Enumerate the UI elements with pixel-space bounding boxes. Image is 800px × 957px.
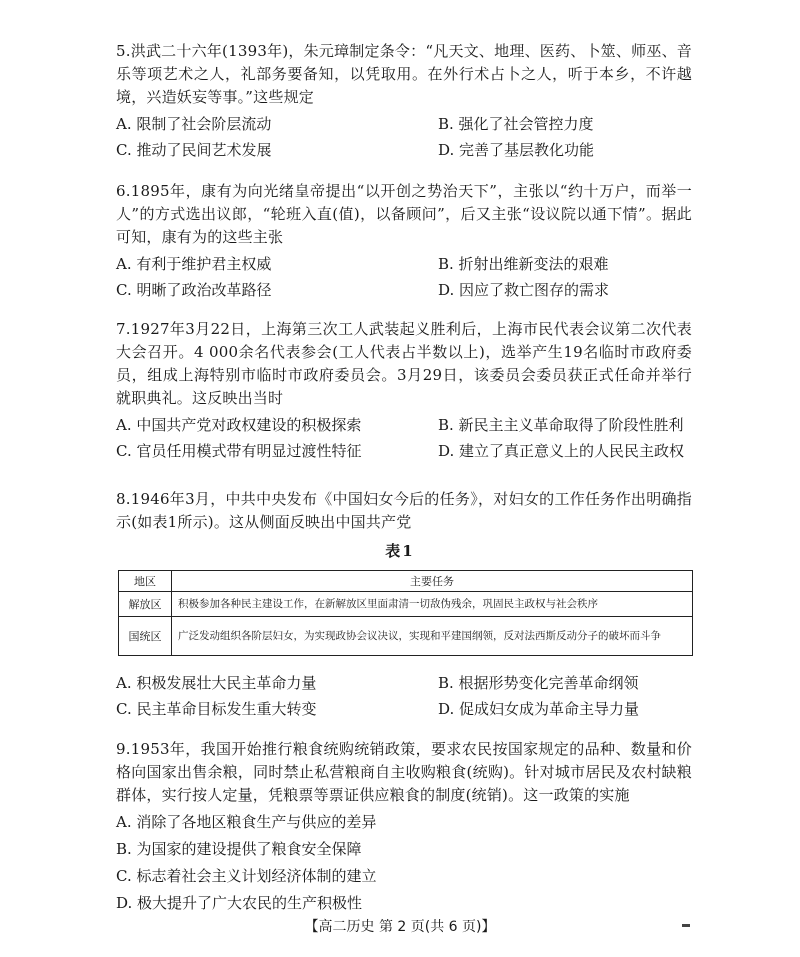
table-title: 表1 bbox=[385, 542, 415, 560]
option-d[interactable]: D. 极大提升了广大农民的生产积极性 bbox=[116, 894, 363, 912]
options bbox=[116, 414, 692, 466]
scan-mark bbox=[682, 924, 690, 927]
question-8-options bbox=[116, 672, 692, 724]
option-d[interactable]: D. 完善了基层教化功能 bbox=[438, 141, 595, 159]
question-stem: 1953年，我国开始推行粮食统购统销政策，要求农民按国家规定的品种、数量和价格向国家出售余粮，同时禁止私营粮商自主收购粮食(统购)。针对城市居民及农村缺粮群体，实行按人定量，凭粮票等票证供应粮食的制度(统销)。这一政策的实施 bbox=[116, 740, 692, 804]
table-cell: 解放区 bbox=[119, 592, 172, 617]
option-d[interactable]: D. 因应了救亡图存的需求 bbox=[438, 281, 610, 299]
question-stem: 洪武二十六年(1393年)，朱元璋制定条令：“凡天文、地理、医药、卜筮、师巫、音乐等项艺术之人，礼部务要备知，以凭取用。在外行术占卜之人，听于本乡，不许越境，兴造妖妄等事。”这些规定 bbox=[116, 42, 692, 106]
question-stem: 1895年，康有为向光绪皇帝提出“以开创之势治天下”，主张以“约十万户，而举一人”的方式选出议郎，“轮班入直(值)，以备顾问”，后又主张“设议院以通下情”。据此可知，康有为的这些主张 bbox=[116, 182, 692, 246]
option-a[interactable]: A. 积极发展壮大民主革命力量 bbox=[116, 674, 317, 692]
option-a[interactable]: A. 中国共产党对政权建设的积极探索 bbox=[116, 416, 362, 434]
table-header: 主要任务 bbox=[172, 571, 693, 592]
option-b[interactable]: B. 折射出维新变法的艰难 bbox=[438, 255, 609, 273]
table-cell: 积极参加各种民主建设工作，在新解放区里面肃清一切敌伪残余，巩固民主政权与社会秩序 bbox=[172, 592, 693, 617]
options bbox=[116, 253, 692, 305]
question-5 bbox=[116, 40, 692, 165]
options bbox=[116, 672, 692, 724]
option-a[interactable]: A. 消除了各地区粮食生产与供应的差异 bbox=[116, 813, 377, 831]
question-9 bbox=[116, 738, 692, 915]
option-b[interactable]: B. 为国家的建设提供了粮食安全保障 bbox=[116, 840, 362, 858]
table-header: 地区 bbox=[119, 571, 172, 592]
option-c[interactable]: C. 官员任用模式带有明显过渡性特征 bbox=[116, 442, 362, 460]
options bbox=[116, 811, 692, 915]
question-number: 9. bbox=[116, 740, 131, 758]
question-7 bbox=[116, 318, 692, 466]
question-number: 5. bbox=[116, 42, 131, 60]
table-row bbox=[119, 592, 693, 617]
table-cell: 国统区 bbox=[119, 617, 172, 656]
table-cell: 广泛发动组织各阶层妇女，为实现政协会议决议，实现和平建国纲领，反对法西斯反动分子的破坏而斗争 bbox=[172, 617, 693, 656]
question-8 bbox=[116, 488, 692, 534]
question-number: 7. bbox=[116, 320, 131, 338]
question-number: 8. bbox=[116, 490, 131, 508]
task-table bbox=[118, 570, 693, 656]
option-d[interactable]: D. 促成妇女成为革命主导力量 bbox=[438, 700, 640, 718]
table-header-row bbox=[119, 571, 693, 592]
options bbox=[116, 113, 692, 165]
table-row bbox=[119, 617, 693, 656]
question-number: 6. bbox=[116, 182, 131, 200]
option-b[interactable]: B. 新民主主义革命取得了阶段性胜利 bbox=[438, 416, 684, 434]
page-footer: 【高二历史 第 2 页(共 6 页)】 bbox=[304, 919, 496, 935]
option-c[interactable]: C. 标志着社会主义计划经济体制的建立 bbox=[116, 867, 377, 885]
question-stem: 1946年3月，中共中央发布《中国妇女今后的任务》，对妇女的工作任务作出明确指示(如表1所示)。这从侧面反映出中国共产党 bbox=[116, 490, 692, 531]
option-b[interactable]: B. 强化了社会管控力度 bbox=[438, 115, 594, 133]
option-b[interactable]: B. 根据形势变化完善革命纲领 bbox=[438, 674, 639, 692]
option-c[interactable]: C. 明晰了政治改革路径 bbox=[116, 281, 272, 299]
question-6 bbox=[116, 180, 692, 305]
option-a[interactable]: A. 有利于维护君主权威 bbox=[116, 255, 272, 273]
option-c[interactable]: C. 民主革命目标发生重大转变 bbox=[116, 700, 317, 718]
option-c[interactable]: C. 推动了民间艺术发展 bbox=[116, 141, 272, 159]
question-stem: 1927年3月22日，上海第三次工人武装起义胜利后，上海市民代表会议第二次代表大会召开。4 000余名代表参会(工人代表占半数以上)，选举产生19名临时市政府委员，组成上海特别市临时市政府委员会。3月29日，该委员会委员获正式任命并举行就职典礼。这反映出当时 bbox=[116, 320, 692, 407]
option-d[interactable]: D. 建立了真正意义上的人民民主政权 bbox=[438, 442, 685, 460]
option-a[interactable]: A. 限制了社会阶层流动 bbox=[116, 115, 272, 133]
